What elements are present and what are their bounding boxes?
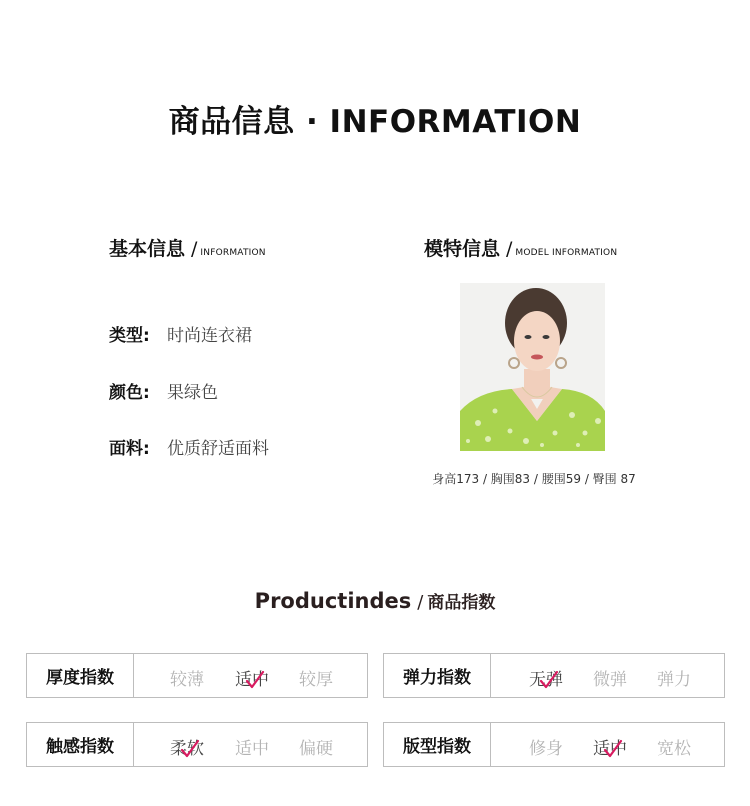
index-box-fit	[383, 722, 725, 767]
index-label: 厚度指数	[27, 654, 134, 697]
index-option-label: 柔软	[170, 739, 204, 759]
info-row-fabric	[109, 434, 269, 459]
model-photo	[460, 283, 605, 451]
model-info-title: 模特信息	[424, 238, 501, 260]
product-index-heading	[0, 588, 750, 613]
heading-divider: /	[191, 238, 198, 260]
check-mark-icon	[244, 669, 266, 691]
model-info-subtitle: MODEL INFORMATION	[515, 248, 618, 258]
index-option: 微弹	[593, 670, 627, 690]
index-label: 触感指数	[27, 723, 134, 766]
info-value: 优质舒适面料	[167, 439, 269, 459]
product-index-title-cn: 商品指数	[427, 593, 496, 613]
check-mark-icon	[538, 669, 560, 691]
info-row-color	[109, 378, 218, 403]
index-option-selected	[155, 734, 219, 759]
index-option: 较薄	[170, 670, 204, 690]
index-option-selected	[220, 665, 284, 690]
info-value: 果绿色	[167, 383, 218, 403]
index-option: 较厚	[299, 670, 333, 690]
index-option: 修身	[529, 739, 563, 759]
basic-info-heading	[109, 234, 266, 261]
page-title: 商品信息 · INFORMATION	[168, 104, 582, 140]
basic-info-title: 基本信息	[109, 238, 186, 260]
index-option: 偏硬	[299, 739, 333, 759]
index-option-label: 无弹	[529, 670, 563, 690]
index-label: 版型指数	[384, 723, 491, 766]
heading-divider: /	[506, 238, 513, 260]
heading-divider: /	[417, 592, 424, 613]
product-index-title-en: Productindes	[254, 589, 412, 613]
index-option-selected	[514, 665, 578, 690]
index-option-label: 适中	[593, 739, 627, 759]
index-option: 弹力	[657, 670, 691, 690]
index-label: 弹力指数	[384, 654, 491, 697]
info-label: 面料:	[109, 439, 150, 459]
info-row-type	[109, 321, 252, 346]
index-box-touch	[26, 722, 368, 767]
info-label: 颜色:	[109, 383, 150, 403]
info-label: 类型:	[109, 326, 150, 346]
check-mark-icon	[602, 738, 624, 760]
basic-info-subtitle: INFORMATION	[200, 248, 266, 258]
index-box-elasticity	[383, 653, 725, 698]
index-option: 宽松	[657, 739, 691, 759]
index-option-label: 适中	[235, 670, 269, 690]
index-option: 适中	[235, 739, 269, 759]
info-value: 时尚连衣裙	[167, 326, 252, 346]
check-mark-icon	[179, 738, 201, 760]
model-info-heading	[424, 234, 617, 261]
model-measurements: 身高173 / 胸围83 / 腰围59 / 臀围 87	[432, 472, 636, 486]
index-box-thickness	[26, 653, 368, 698]
index-option-selected	[578, 734, 642, 759]
